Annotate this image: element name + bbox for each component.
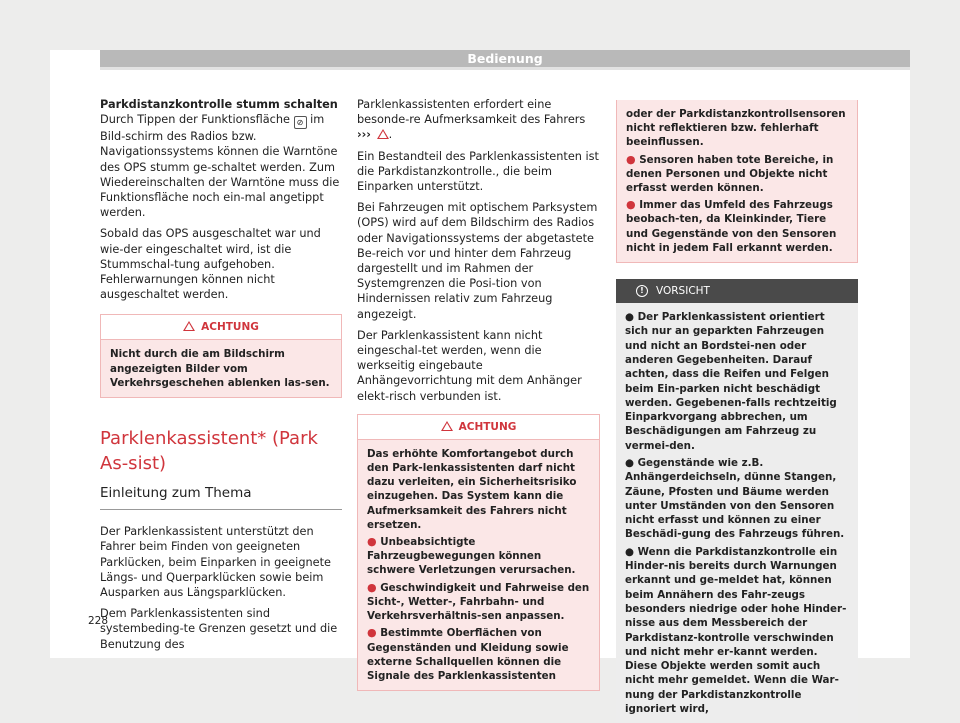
cross-reference[interactable]: ››› [357,128,371,142]
warning-title: ACHTUNG [358,415,599,440]
warning-intro: Das erhöhte Komfortangebot durch den Park-lenkassistenten darf nicht dazu verleiten, ein Sicherheitsrisiko einzugehen. Das System kann die Aufmerksamkeit des Fahrers nicht ersetzen. [367,447,577,531]
paragraph: Bei Fahrzeugen mit optischem Parksystem (OPS) wird auf dem Bildschirm des Radios oder Navigationssystems der abgetastete Be-reich vor und hinter dem Fahrzeug dargestellt und im Rahmen der Systemgrenzen die Posi-tion von Hindernissen relativ zum Fahrzeug angezeigt. [357,201,598,321]
page-header: Bedienung [100,50,910,70]
bullet-icon: ● [367,580,377,594]
mute-button-icon: ⊘ [294,116,307,129]
manual-page [50,50,910,716]
bullet-icon: ● [626,198,636,212]
paragraph: Sobald das OPS ausgeschaltet war und wie-der eingeschaltet wird, ist die Stummschal-tung aufgehoben. Fehlerwarnungen können nicht ausgeschaltet werden. [100,227,321,302]
warning-box-continued [616,100,858,263]
list-item: ● Wenn die Parkdistanzkontrolle ein Hinder-nis bereits durch Warnungen erkannt und ge-meldet hat, können beim Annähern des Fahr-zeugs besonders niedrige oder hohe Hinder-nisse aus dem Messbereich der Parkdistanz-kontrolle verschwinden und nicht mehr er-kannt werden. Diese Objekte werden somit auch nicht mehr gemeldet. Wenn die War-nung der Parkdistanzkontrolle ignoriert wird, [625,545,847,716]
bullet-icon: ● [367,535,377,549]
bullet-icon: ● [625,311,634,324]
column-right [616,100,858,723]
paragraph: Dem Parklenkassistenten sind systembeding-te Grenzen gesetzt und die Benutzung des [100,607,338,651]
list-item: ● Der Parklenkassistent orientiert sich nur an geparkten Fahrzeugen und nicht an Bordstei-nen oder anderen Gegebenheiten. Darauf achten, dass die Reifen und Felgen beim Ein-parken nicht beschädigt werden. Gegebenen-falls rechtzeitig Einparkvorgang abbrechen, um Beschädigungen am Fahrzeug zu vermei-den. [625,311,837,452]
bullet-icon: ● [625,545,634,558]
list-item: ● Gegenstände wie z.B. Anhängerdeichseln, dünne Stangen, Zäune, Pfosten und Bäume werden unter Umständen von den Sensoren nicht erfasst und können zu einer Beschädi-gung des Fahrzeugs führen. [625,457,845,541]
column-left [100,97,342,658]
section-title: Parklenkassistent* (Park As-sist) [100,428,318,475]
bullet-icon: ● [367,626,377,640]
caution-body [616,303,858,723]
warning-body [358,440,599,690]
warning-text: Nicht durch die am Bildschirm angezeigten Bilder vom Verkehrsgeschehen ablenken las-sen. [110,348,330,389]
paragraph: Der Parklenkassistent unterstützt den Fahrer beim Finden von geeigneten Parklücken, beim Einparken in geeignete Längs- und Querparklücken sowie beim Ausparken aus Längsparklücken. [100,525,331,600]
list-item: ● Sensoren haben tote Bereiche, in denen Personen und Objekte nicht erfasst werden können. [626,152,834,195]
bullet-icon: ● [626,152,636,166]
section-subtitle: Einleitung zum Thema [100,486,342,510]
column-middle [357,97,600,691]
caution-box [616,279,858,723]
warning-cont-text: oder der Parkdistanzkontrollsensoren nicht reflektieren bzw. fehlerhaft beeinflussen. [626,108,846,149]
paragraph: Durch Tippen der Funktionsfläche ⊘ im Bild-schirm des Radios bzw. Navigationssystems können die Warntöne des OPS stumm ge-schaltet werden. Zum Wiedereinschalten der Warntöne muss die Funktionsfläche noch ein-mal angetippt werden. [100,113,340,220]
warning-title: ACHTUNG [101,315,341,340]
warning-box [100,314,342,398]
warning-triangle-icon [183,321,195,331]
paragraph: Ein Bestandteil des Parklenkassistenten ist die Parkdistanzkontrolle., die beim Einparken unterstützt. [357,149,599,194]
list-item: ● Unbeabsichtigte Fahrzeugbewegungen können schwere Verletzungen verursachen. [367,535,576,577]
info-circle-icon: ! [636,285,648,297]
caution-title: ! VORSICHT [616,279,858,303]
warning-box [357,414,600,691]
page-number: 228 [88,615,109,627]
warning-triangle-icon [377,129,389,139]
list-item: ● Bestimmte Oberflächen von Gegenständen und Kleidung sowie externe Schallquellen können die Signale des Parklenkassistenten [367,626,569,682]
paragraph: Parklenkassistenten erfordert eine besonde-re Aufmerksamkeit des Fahrers ››› . [357,98,586,142]
list-item: ● Geschwindigkeit und Fahrweise den Sicht-, Wetter-, Fahrbahn- und Verkehrsverhältnis-sen anpassen. [367,580,590,623]
warning-triangle-icon [441,421,453,431]
bullet-icon: ● [625,457,634,469]
section-heading-mute: Parkdistanzkontrolle stumm schalten [100,98,338,111]
list-item: ● Immer das Umfeld des Fahrzeugs beobach-ten, da Kleinkinder, Tiere und Gegenstände von den Sensoren nicht in jedem Fall erkannt werden. [626,198,837,254]
paragraph: Der Parklenkassistent kann nicht eingeschal-tet werden, wenn die werkseitig eingebaute Anhängevorrichtung mit dem Anhänger elekt-risch verbunden ist. [357,328,582,403]
